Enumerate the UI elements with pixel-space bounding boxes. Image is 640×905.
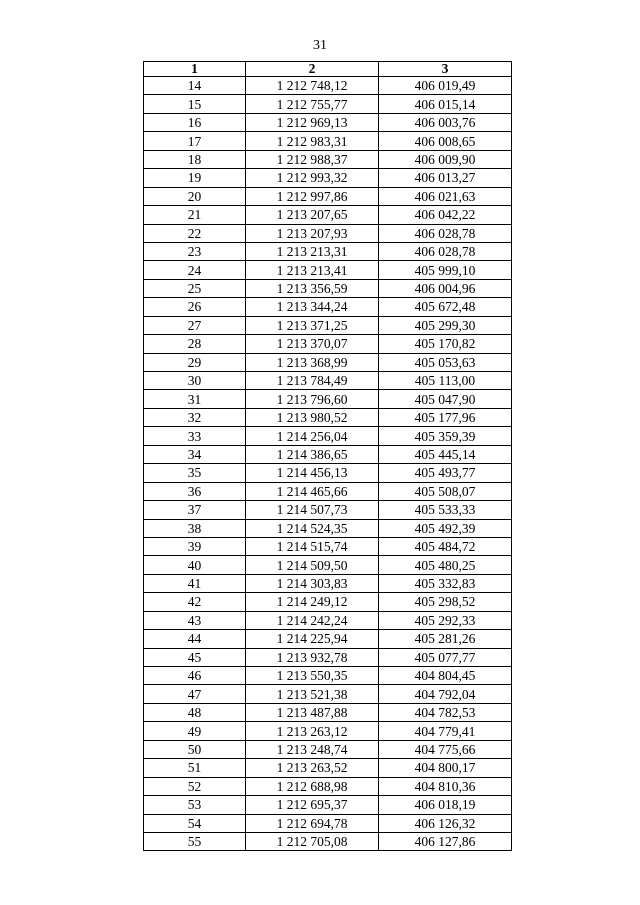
- x-coordinate-cell: 1 213 207,93: [246, 224, 379, 242]
- point-number-cell: 51: [144, 759, 246, 777]
- table-row: [144, 279, 512, 297]
- y-coordinate-cell: 406 004,96: [379, 279, 512, 297]
- x-coordinate-cell: 1 213 980,52: [246, 408, 379, 426]
- table-row: [144, 630, 512, 648]
- x-coordinate-cell: 1 213 932,78: [246, 648, 379, 666]
- x-coordinate-cell: 1 212 983,31: [246, 132, 379, 150]
- y-coordinate-cell: 404 810,36: [379, 777, 512, 795]
- table-row: [144, 832, 512, 850]
- table-row: [144, 537, 512, 555]
- x-coordinate-cell: 1 213 550,35: [246, 667, 379, 685]
- point-number-cell: 38: [144, 519, 246, 537]
- table-row: [144, 427, 512, 445]
- table-row: [144, 777, 512, 795]
- point-number-cell: 53: [144, 796, 246, 814]
- column-header-2: 2: [246, 62, 379, 77]
- table-row: [144, 335, 512, 353]
- table-body: [144, 77, 512, 851]
- table-row: [144, 113, 512, 131]
- y-coordinate-cell: 406 126,32: [379, 814, 512, 832]
- x-coordinate-cell: 1 214 242,24: [246, 611, 379, 629]
- table-row: [144, 242, 512, 260]
- x-coordinate-cell: 1 213 248,74: [246, 740, 379, 758]
- x-coordinate-cell: 1 212 969,13: [246, 113, 379, 131]
- table-row: [144, 574, 512, 592]
- x-coordinate-cell: 1 213 796,60: [246, 390, 379, 408]
- point-number-cell: 42: [144, 593, 246, 611]
- point-number-cell: 21: [144, 206, 246, 224]
- y-coordinate-cell: 406 042,22: [379, 206, 512, 224]
- point-number-cell: 26: [144, 298, 246, 316]
- y-coordinate-cell: 406 008,65: [379, 132, 512, 150]
- table-row: [144, 77, 512, 95]
- y-coordinate-cell: 406 013,27: [379, 169, 512, 187]
- table-row: [144, 224, 512, 242]
- table-row: [144, 814, 512, 832]
- point-number-cell: 36: [144, 482, 246, 500]
- x-coordinate-cell: 1 213 784,49: [246, 372, 379, 390]
- table-row: [144, 132, 512, 150]
- table-row: [144, 685, 512, 703]
- table-row: [144, 372, 512, 390]
- x-coordinate-cell: 1 213 207,65: [246, 206, 379, 224]
- y-coordinate-cell: 406 019,49: [379, 77, 512, 95]
- y-coordinate-cell: 405 445,14: [379, 445, 512, 463]
- y-coordinate-cell: 405 292,33: [379, 611, 512, 629]
- x-coordinate-cell: 1 214 515,74: [246, 537, 379, 555]
- y-coordinate-cell: 405 492,39: [379, 519, 512, 537]
- x-coordinate-cell: 1 214 303,83: [246, 574, 379, 592]
- point-number-cell: 20: [144, 187, 246, 205]
- y-coordinate-cell: 405 177,96: [379, 408, 512, 426]
- point-number-cell: 24: [144, 261, 246, 279]
- y-coordinate-cell: 404 779,41: [379, 722, 512, 740]
- table-row: [144, 298, 512, 316]
- point-number-cell: 16: [144, 113, 246, 131]
- table-header-row: [144, 62, 512, 77]
- point-number-cell: 50: [144, 740, 246, 758]
- y-coordinate-cell: 406 028,78: [379, 224, 512, 242]
- y-coordinate-cell: 405 999,10: [379, 261, 512, 279]
- y-coordinate-cell: 406 018,19: [379, 796, 512, 814]
- y-coordinate-cell: 404 800,17: [379, 759, 512, 777]
- point-number-cell: 15: [144, 95, 246, 113]
- table-row: [144, 556, 512, 574]
- point-number-cell: 32: [144, 408, 246, 426]
- table-row: [144, 611, 512, 629]
- table-row: [144, 667, 512, 685]
- y-coordinate-cell: 406 015,14: [379, 95, 512, 113]
- table-row: [144, 150, 512, 168]
- x-coordinate-cell: 1 213 368,99: [246, 353, 379, 371]
- point-number-cell: 34: [144, 445, 246, 463]
- point-number-cell: 54: [144, 814, 246, 832]
- x-coordinate-cell: 1 212 755,77: [246, 95, 379, 113]
- y-coordinate-cell: 406 009,90: [379, 150, 512, 168]
- table-row: [144, 703, 512, 721]
- y-coordinate-cell: 405 332,83: [379, 574, 512, 592]
- table-row: [144, 261, 512, 279]
- x-coordinate-cell: 1 212 748,12: [246, 77, 379, 95]
- y-coordinate-cell: 405 493,77: [379, 464, 512, 482]
- table-row: [144, 759, 512, 777]
- x-coordinate-cell: 1 212 993,32: [246, 169, 379, 187]
- x-coordinate-cell: 1 214 507,73: [246, 501, 379, 519]
- x-coordinate-cell: 1 212 695,37: [246, 796, 379, 814]
- point-number-cell: 27: [144, 316, 246, 334]
- table-row: [144, 187, 512, 205]
- point-number-cell: 52: [144, 777, 246, 795]
- point-number-cell: 45: [144, 648, 246, 666]
- y-coordinate-cell: 405 480,25: [379, 556, 512, 574]
- x-coordinate-cell: 1 213 344,24: [246, 298, 379, 316]
- x-coordinate-cell: 1 213 213,31: [246, 242, 379, 260]
- point-number-cell: 48: [144, 703, 246, 721]
- y-coordinate-cell: 405 113,00: [379, 372, 512, 390]
- point-number-cell: 30: [144, 372, 246, 390]
- x-coordinate-cell: 1 213 371,25: [246, 316, 379, 334]
- y-coordinate-cell: 405 298,52: [379, 593, 512, 611]
- point-number-cell: 47: [144, 685, 246, 703]
- x-coordinate-cell: 1 212 997,86: [246, 187, 379, 205]
- coordinates-table: [143, 61, 512, 851]
- point-number-cell: 49: [144, 722, 246, 740]
- table-row: [144, 316, 512, 334]
- point-number-cell: 35: [144, 464, 246, 482]
- x-coordinate-cell: 1 213 370,07: [246, 335, 379, 353]
- point-number-cell: 43: [144, 611, 246, 629]
- column-header-1: 1: [144, 62, 246, 77]
- x-coordinate-cell: 1 214 524,35: [246, 519, 379, 537]
- x-coordinate-cell: 1 213 213,41: [246, 261, 379, 279]
- x-coordinate-cell: 1 214 256,04: [246, 427, 379, 445]
- page-number: 31: [313, 38, 327, 53]
- table-row: [144, 445, 512, 463]
- table-row: [144, 464, 512, 482]
- x-coordinate-cell: 1 213 263,12: [246, 722, 379, 740]
- y-coordinate-cell: 406 028,78: [379, 242, 512, 260]
- table-row: [144, 501, 512, 519]
- table-row: [144, 169, 512, 187]
- y-coordinate-cell: 405 508,07: [379, 482, 512, 500]
- point-number-cell: 28: [144, 335, 246, 353]
- y-coordinate-cell: 405 053,63: [379, 353, 512, 371]
- y-coordinate-cell: 404 782,53: [379, 703, 512, 721]
- point-number-cell: 46: [144, 667, 246, 685]
- table-row: [144, 648, 512, 666]
- table-row: [144, 722, 512, 740]
- table-row: [144, 95, 512, 113]
- y-coordinate-cell: 404 792,04: [379, 685, 512, 703]
- y-coordinate-cell: 405 077,77: [379, 648, 512, 666]
- y-coordinate-cell: 404 775,66: [379, 740, 512, 758]
- x-coordinate-cell: 1 214 249,12: [246, 593, 379, 611]
- point-number-cell: 18: [144, 150, 246, 168]
- point-number-cell: 23: [144, 242, 246, 260]
- y-coordinate-cell: 405 299,30: [379, 316, 512, 334]
- x-coordinate-cell: 1 212 705,08: [246, 832, 379, 850]
- point-number-cell: 37: [144, 501, 246, 519]
- point-number-cell: 19: [144, 169, 246, 187]
- x-coordinate-cell: 1 213 521,38: [246, 685, 379, 703]
- y-coordinate-cell: 405 484,72: [379, 537, 512, 555]
- point-number-cell: 39: [144, 537, 246, 555]
- y-coordinate-cell: 405 672,48: [379, 298, 512, 316]
- point-number-cell: 22: [144, 224, 246, 242]
- point-number-cell: 29: [144, 353, 246, 371]
- point-number-cell: 40: [144, 556, 246, 574]
- x-coordinate-cell: 1 214 456,13: [246, 464, 379, 482]
- x-coordinate-cell: 1 214 225,94: [246, 630, 379, 648]
- y-coordinate-cell: 405 281,26: [379, 630, 512, 648]
- point-number-cell: 55: [144, 832, 246, 850]
- point-number-cell: 31: [144, 390, 246, 408]
- y-coordinate-cell: 405 047,90: [379, 390, 512, 408]
- table-row: [144, 519, 512, 537]
- point-number-cell: 17: [144, 132, 246, 150]
- y-coordinate-cell: 405 533,33: [379, 501, 512, 519]
- column-header-3: 3: [379, 62, 512, 77]
- x-coordinate-cell: 1 213 356,59: [246, 279, 379, 297]
- x-coordinate-cell: 1 212 988,37: [246, 150, 379, 168]
- x-coordinate-cell: 1 212 688,98: [246, 777, 379, 795]
- table-row: [144, 390, 512, 408]
- point-number-cell: 41: [144, 574, 246, 592]
- x-coordinate-cell: 1 214 465,66: [246, 482, 379, 500]
- x-coordinate-cell: 1 212 694,78: [246, 814, 379, 832]
- y-coordinate-cell: 406 021,63: [379, 187, 512, 205]
- y-coordinate-cell: 404 804,45: [379, 667, 512, 685]
- y-coordinate-cell: 405 170,82: [379, 335, 512, 353]
- x-coordinate-cell: 1 214 509,50: [246, 556, 379, 574]
- table-row: [144, 740, 512, 758]
- table-row: [144, 206, 512, 224]
- point-number-cell: 14: [144, 77, 246, 95]
- x-coordinate-cell: 1 213 487,88: [246, 703, 379, 721]
- table-row: [144, 593, 512, 611]
- y-coordinate-cell: 406 003,76: [379, 113, 512, 131]
- point-number-cell: 33: [144, 427, 246, 445]
- table-row: [144, 482, 512, 500]
- table-row: [144, 408, 512, 426]
- x-coordinate-cell: 1 213 263,52: [246, 759, 379, 777]
- point-number-cell: 25: [144, 279, 246, 297]
- x-coordinate-cell: 1 214 386,65: [246, 445, 379, 463]
- table-row: [144, 353, 512, 371]
- table-row: [144, 796, 512, 814]
- point-number-cell: 44: [144, 630, 246, 648]
- y-coordinate-cell: 406 127,86: [379, 832, 512, 850]
- y-coordinate-cell: 405 359,39: [379, 427, 512, 445]
